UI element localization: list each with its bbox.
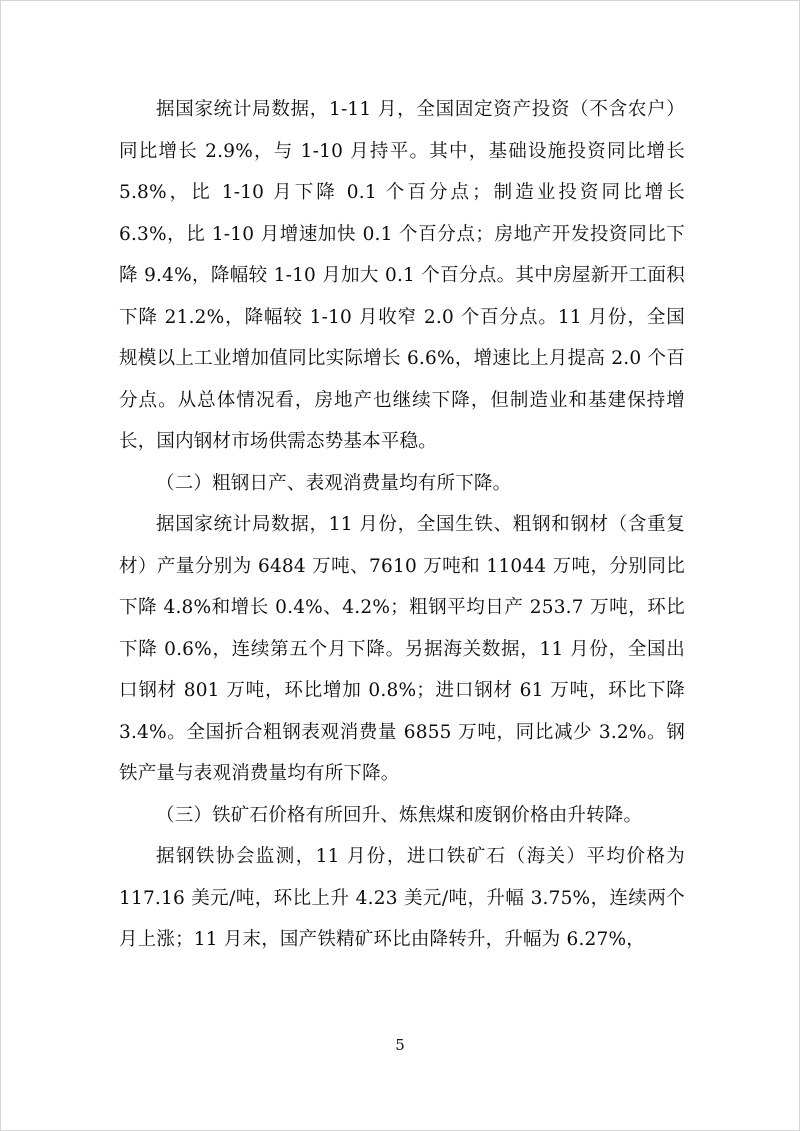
page-number: 5	[395, 1036, 405, 1054]
document-body	[119, 89, 685, 961]
heading-iron-ore-price: （三）铁矿石价格有所回升、炼焦煤和废钢价格由升转降。	[156, 804, 643, 826]
paragraph-iron-ore-price: 据钢铁协会监测，11 月份，进口铁矿石（海关）平均价格为 117.16 美元/吨，环比上升 4.23 美元/吨，升幅 3.75%，连续两个月上涨；11 月末，国产铁精矿环比由降转升，升幅为 6.27%，	[119, 846, 685, 950]
paragraph-crude-steel-output: 据国家统计局数据，11 月份，全国生铁、粗钢和钢材（含重复材）产量分别为 6484 万吨、7610 万吨和 11044 万吨，分别同比下降 4.8%和增长 0.4%、4.2%；粗钢平均日产 253.7 万吨，环比下降 0.6%，连续第五个月下降。另据海关数据，11 月份，全国出口钢材 801 万吨，环比增加 0.8%；进口钢材 61 万吨，环比下降 3.4%。全国折合粗钢表观消费量 6855 万吨，同比减少 3.2%。钢铁产量与表观消费量均有所下降。	[119, 514, 685, 784]
heading-crude-steel: （二）粗钢日产、表观消费量均有所下降。	[156, 472, 512, 494]
paragraph-fixed-asset-investment: 据国家统计局数据，1-11 月，全国固定资产投资（不含农户）同比增长 2.9%，与 1-10 月持平。其中，基础设施投资同比增长 5.8%，比 1-10 月下降 0.1 个百分点；制造业投资同比增长 6.3%，比 1-10 月增速加快 0.1 个百分点；房地产开发投资同比下降 9.4%，降幅较 1-10 月加大 0.1 个百分点。其中房屋新开工面积下降 21.2%，降幅较 1-10 月收窄 2.0 个百分点。11 月份，全国规模以上工业增加值同比实际增长 6.6%，增速比上月提高 2.0 个百分点。从总体情况看，房地产也继续下降，但制造业和基建保持增长，国内钢材市场供需态势基本平稳。	[119, 99, 685, 452]
